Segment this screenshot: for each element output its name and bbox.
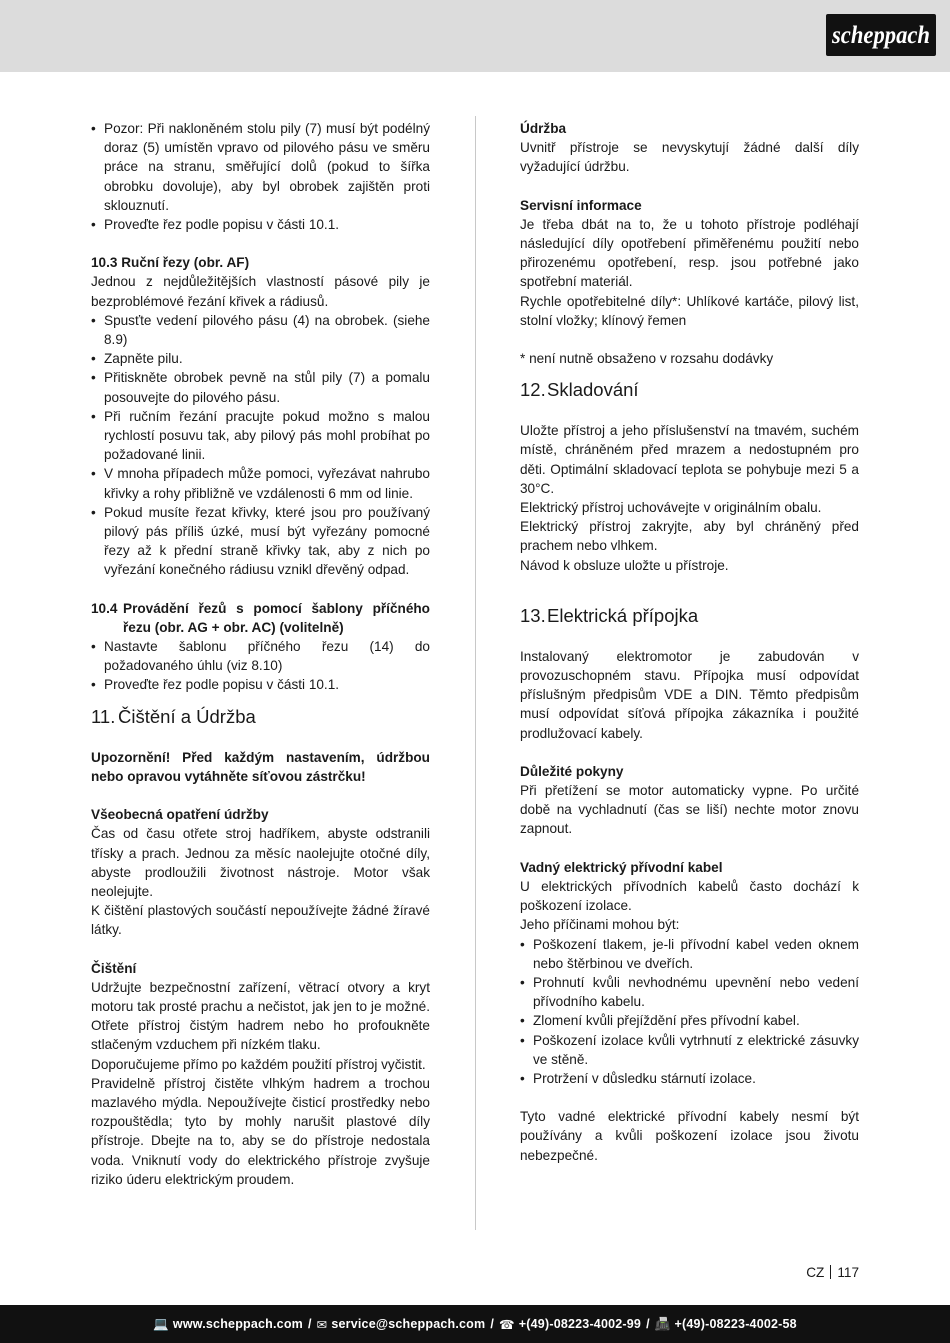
section-title: Elektrická přípojka [547, 604, 699, 626]
section-10-3-intro: Jednou z nejdůležitějších vlastností pásové pily je bezproblémové řezání křivek a rádiusů. [91, 274, 430, 309]
section-12-heading [520, 378, 859, 402]
mail-icon: ✉ [316, 1317, 328, 1332]
page-number-value: 117 [837, 1265, 859, 1280]
list-item: • Prohnutí kvůli nevhodnému upevnění nebo vedení přívodního kabelu. [520, 973, 859, 1011]
paragraph: Čas od času otřete stroj hadříkem, abyste odstranili třísky a prach. Jednou za měsíc naolejujte otočné díly, abyste prodloužili životnost nástroje. Motor však neolejujte. [91, 826, 430, 899]
list-item: • Zlomení kvůli přejíždění přes přívodní kabel. [520, 1011, 859, 1030]
important-notes-heading: Důležité pokyny [520, 763, 624, 779]
list-item: • Pokud musíte řezat křivky, které jsou pro používaný pilový pás příliš úzké, musí být vyřezány pomocné řezy až k přední straně křivky tak, aby z nich po vyřezání konečného rádiusu vznikl dřevěný odpad. [91, 503, 430, 580]
footer-phone: +(49)-08223-4002-99 [518, 1317, 642, 1331]
bullet-list-top [91, 119, 430, 234]
scheppach-logo [826, 14, 936, 56]
list-item: • Protržení v důsledku stárnutí izolace. [520, 1069, 859, 1088]
paragraph: Pravidelně přístroj čistěte vlhkým hadrem a trochou mazlavého mýdla. Nepoužívejte čisticí prostředky nebo rozpouštědla; tyto by mohly narušit plastové díly přístroje. Dbejte na to, aby se do přístroje nedostala voda. Vniknutí vody do elektrického přístroje zvyšuje riziko úderu elektrickým proudem. [91, 1075, 430, 1187]
list-item: • Poškození izolace kvůli vytrhnutí z elektrické zásuvky ve stěně. [520, 1031, 859, 1069]
computer-icon: 💻 [153, 1316, 169, 1331]
bullet-list-10-4 [91, 637, 430, 695]
warning-text: Upozornění! Před každým nastavením, údržbou nebo opravou vytáhněte síťovou zástrčku! [91, 749, 430, 784]
section-number: 11. [91, 705, 116, 727]
paragraph: Elektrický přístroj uchovávejte v originálním obalu. [520, 500, 822, 516]
bullet-list-10-3 [91, 311, 430, 580]
list-item: • Zapněte pilu. [91, 349, 430, 368]
footer-email[interactable]: service@scheppach.com [331, 1317, 486, 1331]
maintenance-heading: Údržba [520, 121, 567, 136]
page-header [0, 0, 950, 72]
list-item: • Při ručním řezání pracujte pokud možno s malou rychlostí posuvu tak, aby pilový pás mohl probíhat po požadované linii. [91, 407, 430, 465]
list-item: • Přitiskněte obrobek pevně na stůl pily (7) a pomalu posouvejte do pilového pásu. [91, 368, 430, 406]
paragraph: Návod k obsluze uložte u přístroje. [520, 557, 729, 573]
bullet-list-cable [520, 935, 859, 1089]
section-title: Čištění a Údržba [118, 705, 256, 727]
svg-text:scheppach: scheppach [831, 22, 930, 49]
paragraph: U elektrických přívodních kabelů často dochází k poškození izolace. [520, 878, 859, 914]
list-item: • Proveďte řez podle popisu v části 10.1. [91, 215, 430, 234]
paragraph: K čištění plastových součástí nepoužívejte žádné žíravé látky. [91, 903, 430, 938]
list-item: • Proveďte řez podle popisu v části 10.1. [91, 675, 430, 694]
list-item: • V mnoha případech může pomoci, vyřezávat nahrubo křivky a rohy přibližně ve vzdálenosti 6 mm od linie. [91, 464, 430, 502]
paragraph: Je třeba dbát na to, že u tohoto přístroje podléhají následující díly opotřebení přiměřenému použití nebo přirozenému opotřebení, resp. jsou potřebné jako spotřební materiál. [520, 216, 859, 290]
general-maintenance-heading: Všeobecná opatření údržby [91, 807, 269, 823]
footer-separator: / [307, 1317, 312, 1331]
section-number: 13. [520, 604, 546, 626]
right-column [520, 119, 859, 1165]
section-number: 10.4 [91, 600, 118, 616]
column-divider [475, 116, 476, 1230]
footnote: * není nutně obsaženo v rozsahu dodávky [520, 351, 774, 367]
section-title: Skladování [547, 379, 639, 401]
section-10-3-heading: 10.3 Ruční řezy (obr. AF) [91, 255, 250, 271]
footer-website[interactable]: www.scheppach.com [172, 1317, 303, 1331]
defective-cable-heading: Vadný elektrický přívodní kabel [520, 859, 723, 875]
cleaning-heading: Čištění [91, 960, 137, 976]
section-number: 12. [520, 379, 546, 401]
paragraph: Elektrický přístroj zakryjte, aby byl chráněný před prachem nebo vlhkem. [520, 519, 859, 554]
left-column [91, 119, 430, 1189]
paragraph: Uvnitř přístroje se nevyskytují žádné další díly vyžadující údržbu. [520, 140, 859, 175]
paragraph: Při přetížení se motor automaticky vypne. Po určité době na vychladnutí (čas se liší) nechte motor znovu zapnout. [520, 783, 859, 837]
list-item: • Spusťte vedení pilového pásu (4) na obrobek. (siehe 8.9) [91, 311, 430, 349]
paragraph: Udržujte bezpečnostní zařízení, větrací otvory a kryt motoru tak prosté prachu a nečistot, jak jen to je možné. Otřete přístroj čistým hadrem nebo ho profoukněte stlačeným vzduchem při nízkém tlaku. [91, 979, 430, 1053]
section-10-4-heading [91, 599, 430, 637]
phone-icon: ☎ [499, 1317, 515, 1332]
section-11-heading [91, 705, 430, 729]
paragraph: Doporučujeme přímo po každém použití přístroj vyčistit. [91, 1056, 426, 1072]
list-item: • Nastavte šablonu příčného řezu (14) do požadovaného úhlu (viz 8.10) [91, 637, 430, 675]
page-number-separator [830, 1265, 831, 1279]
paragraph: Rychle opotřebitelné díly*: Uhlíkové kartáče, pilový list, stolní vložky; klínový řemen [520, 293, 859, 328]
page-language: CZ [806, 1265, 825, 1280]
list-item: • Poškození tlakem, je-li přívodní kabel veden oknem nebo štěrbinou ve dveřích. [520, 935, 859, 973]
section-title: Provádění řezů s pomocí šablony příčného řezu (obr. AG + obr. AC) (volitelně) [123, 600, 430, 635]
footer-separator: / [646, 1317, 650, 1331]
fax-icon: 📠 [654, 1316, 671, 1331]
list-item: • Pozor: Při nakloněném stolu pily (7) musí být podélný doraz (5) umístěn vpravo od pilového pásu ve směru práce na stranu, směřující dolů (pokud to šířka obrobku dovoluje), aby byl obrobek zajištěn proti sklouznutí. [91, 119, 430, 215]
paragraph: Jeho příčinami mohou být: [520, 917, 680, 933]
footer-fax: +(49)-08223-4002-58 [674, 1317, 797, 1331]
section-13-heading [520, 604, 859, 628]
paragraph: Instalovaný elektromotor je zabudován v provozuschopném stavu. Přípojka musí odpovídat příslušným předpisům VDE a DIN. Těmto předpisům musí odpovídat síťová přípojka zákazníka i použité prodlužovací kabely. [520, 648, 859, 741]
page-footer [0, 1305, 950, 1343]
paragraph: Uložte přístroj a jeho příslušenství na tmavém, suchém místě, chráněném před mrazem a nedostupném pro děti. Optimální skladovací teplota se pohybuje mezi 5 a 30°C. [520, 423, 859, 496]
footer-separator: / [490, 1317, 495, 1331]
paragraph: Tyto vadné elektrické přívodní kabely nesmí být používány a kvůli poškození izolace jsou životu nebezpečné. [520, 1109, 859, 1163]
service-info-heading: Servisní informace [520, 197, 642, 213]
page-number [806, 1265, 859, 1280]
